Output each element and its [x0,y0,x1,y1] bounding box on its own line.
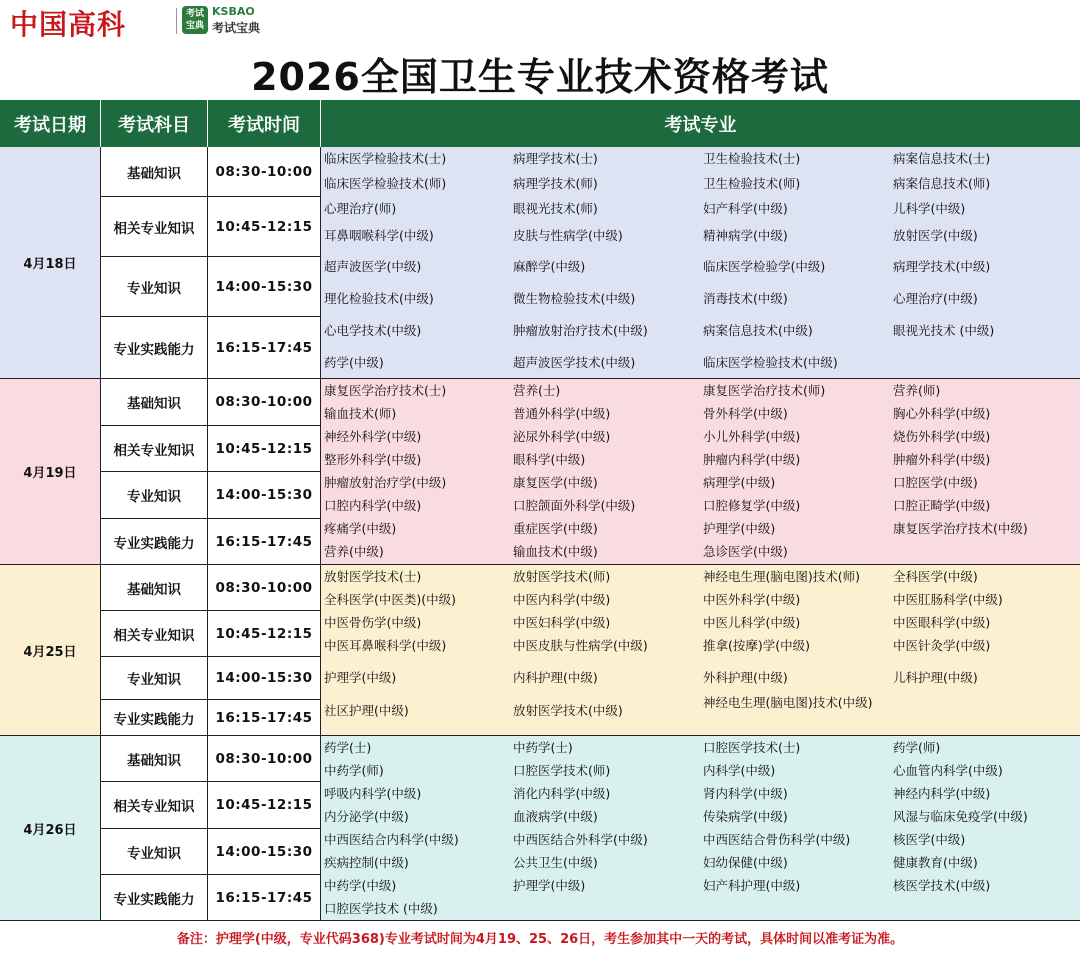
major-item: 重症医学(中级) [513,521,598,536]
major-item: 护理学(中级) [513,878,586,893]
subject-cell: 基础知识 [101,379,208,426]
major-item: 外科护理(中级) [703,670,788,685]
major-item: 神经内科学(中级) [893,786,991,801]
time-cell: 14:00-15:30 [208,472,321,519]
major-item: 口腔内科学(中级) [324,498,422,513]
major-item: 放射医学技术(中级) [513,703,623,718]
subject-cell: 相关专业知识 [101,426,208,472]
major-item: 消毒技术(中级) [703,291,788,306]
header-subject: 考试科目 [101,100,208,147]
brand-logo: 中国高科 [10,8,127,41]
major-item: 核医学技术(中级) [893,878,991,893]
subject-cell: 基础知识 [101,147,208,197]
subject-cell: 专业知识 [101,657,208,700]
major-item: 药学(师) [893,740,941,755]
major-item: 中医皮肤与性病学(中级) [513,638,648,653]
ksbao-badge-icon: 考试宝典 [182,6,208,34]
major-item: 中药学(士) [513,740,573,755]
major-item: 整形外科学(中级) [324,452,422,467]
schedule-table [0,100,1080,921]
major-item: 精神病学(中级) [703,228,788,243]
time-cell: 16:15-17:45 [208,317,321,379]
major-item: 核医学(中级) [893,832,966,847]
major-item: 小儿外科学(中级) [703,429,801,444]
major-item: 儿科学(中级) [893,201,966,216]
major-item: 口腔修复学(中级) [703,498,801,513]
major-item: 护理学(中级) [703,521,776,536]
major-item: 放射医学(中级) [893,228,978,243]
major-item: 中药学(中级) [324,878,397,893]
time-cell: 08:30-10:00 [208,147,321,197]
major-item: 全科医学(中医类)(中级) [324,592,457,607]
major-item: 口腔正畸学(中级) [893,498,991,513]
major-item: 妇幼保健(中级) [703,855,788,870]
time-cell: 10:45-12:15 [208,782,321,829]
major-item: 中医耳鼻喉科学(中级) [324,638,447,653]
major-item: 疾病控制(中级) [324,855,409,870]
major-item: 病案信息技术(士) [893,151,991,166]
major-item: 传染病学(中级) [703,809,788,824]
major-item: 公共卫生(中级) [513,855,598,870]
major-item: 病理学技术(士) [513,151,598,166]
major-item: 卫生检验技术(士) [703,151,801,166]
major-item: 中医妇科学(中级) [513,615,611,630]
major-item: 中西医结合外科学(中级) [513,832,648,847]
time-cell: 10:45-12:15 [208,426,321,472]
major-item: 心理治疗(师) [324,201,397,216]
header-majors: 考试专业 [321,100,1080,147]
date-cell: 4月25日 [0,565,101,736]
major-item: 妇产科护理(中级) [703,878,801,893]
major-item: 急诊医学(中级) [703,544,788,559]
time-cell: 16:15-17:45 [208,519,321,565]
major-item: 中西医结合内科学(中级) [324,832,459,847]
time-cell: 14:00-15:30 [208,257,321,317]
major-item: 超声波医学(中级) [324,259,422,274]
major-item: 药学(中级) [324,355,384,370]
major-item: 全科医学(中级) [893,569,978,584]
major-item: 内分泌学(中级) [324,809,409,824]
major-item: 疼痛学(中级) [324,521,397,536]
major-item: 药学(士) [324,740,372,755]
major-item: 眼视光技术 (中级) [893,323,995,338]
subject-cell: 专业实践能力 [101,875,208,921]
major-item: 儿科护理(中级) [893,670,978,685]
major-item: 中医内科学(中级) [513,592,611,607]
major-item: 皮肤与性病学(中级) [513,228,623,243]
major-item: 肿瘤外科学(中级) [893,452,991,467]
major-item: 内科护理(中级) [513,670,598,685]
major-item: 输血技术(师) [324,406,397,421]
major-item: 营养(师) [893,383,941,398]
major-item: 康复医学治疗技术(师) [703,383,826,398]
major-item: 口腔医学技术(士) [703,740,801,755]
major-item: 病理学(中级) [703,475,776,490]
major-item: 输血技术(中级) [513,544,598,559]
major-item: 病理学技术(中级) [893,259,991,274]
major-item: 中医儿科学(中级) [703,615,801,630]
time-cell: 16:15-17:45 [208,875,321,921]
subject-cell: 相关专业知识 [101,782,208,829]
time-cell: 10:45-12:15 [208,611,321,657]
subject-cell: 相关专业知识 [101,197,208,257]
major-item: 中西医结合骨伤科学(中级) [703,832,851,847]
major-item: 营养(中级) [324,544,384,559]
subject-cell: 专业知识 [101,257,208,317]
header-time: 考试时间 [208,100,321,147]
major-item: 肾内科学(中级) [703,786,788,801]
subject-cell: 专业知识 [101,829,208,875]
major-item: 神经电生理(脑电图)技术(师) [703,569,861,584]
time-cell: 08:30-10:00 [208,565,321,611]
major-item: 卫生检验技术(师) [703,176,801,191]
page-header [0,0,1080,100]
time-cell: 08:30-10:00 [208,379,321,426]
major-item: 微生物检验技术(中级) [513,291,636,306]
major-item: 肿瘤内科学(中级) [703,452,801,467]
major-item: 病理学技术(师) [513,176,598,191]
date-cell: 4月19日 [0,379,101,565]
major-item: 神经外科学(中级) [324,429,422,444]
major-item: 心理治疗(中级) [893,291,978,306]
major-item: 理化检验技术(中级) [324,291,434,306]
page-title: 2026全国卫生专业技术资格考试 [251,55,829,99]
major-item: 病案信息技术(师) [893,176,991,191]
major-item: 护理学(中级) [324,670,397,685]
logo-divider [176,8,177,34]
major-item: 泌尿外科学(中级) [513,429,611,444]
time-cell: 10:45-12:15 [208,197,321,257]
major-item: 中医针灸学(中级) [893,638,991,653]
time-cell: 14:00-15:30 [208,657,321,700]
major-item: 内科学(中级) [703,763,776,778]
subject-cell: 专业实践能力 [101,700,208,736]
major-item: 放射医学技术(师) [513,569,611,584]
major-item: 心电学技术(中级) [324,323,422,338]
major-item: 神经电生理(脑电图)技术(中级) [703,695,873,710]
major-item: 推拿(按摩)学(中级) [703,638,811,653]
major-item: 中医肛肠科学(中级) [893,592,1003,607]
major-item: 骨外科学(中级) [703,406,788,421]
major-item: 口腔颌面外科学(中级) [513,498,636,513]
major-item: 临床医学检验学(中级) [703,259,826,274]
major-item: 肿瘤放射治疗技术(中级) [513,323,648,338]
major-item: 血液病学(中级) [513,809,598,824]
major-item: 康复医学治疗技术(中级) [893,521,1028,536]
brand-en: KSBAO [212,5,255,18]
major-item: 放射医学技术(士) [324,569,422,584]
header-date: 考试日期 [0,100,101,147]
major-item: 口腔医学技术 (中级) [324,901,438,916]
time-cell: 08:30-10:00 [208,736,321,782]
major-item: 风湿与临床免疫学(中级) [893,809,1028,824]
major-item: 中医外科学(中级) [703,592,801,607]
major-item: 临床医学检验技术(中级) [703,355,838,370]
date-cell: 4月18日 [0,147,101,379]
major-item: 中医骨伤学(中级) [324,615,422,630]
subject-cell: 专业实践能力 [101,519,208,565]
major-item: 烧伤外科学(中级) [893,429,991,444]
major-item: 健康教育(中级) [893,855,978,870]
brand-cn: 考试宝典 [212,21,261,35]
subject-cell: 专业知识 [101,472,208,519]
subject-cell: 相关专业知识 [101,611,208,657]
major-item: 超声波医学技术(中级) [513,355,636,370]
major-item: 肿瘤放射治疗学(中级) [324,475,447,490]
major-item: 呼吸内科学(中级) [324,786,422,801]
major-item: 普通外科学(中级) [513,406,611,421]
major-item: 中药学(师) [324,763,384,778]
time-cell: 14:00-15:30 [208,829,321,875]
major-item: 眼科学(中级) [513,452,586,467]
major-item: 心血管内科学(中级) [893,763,1003,778]
major-item: 妇产科学(中级) [703,201,788,216]
subject-cell: 基础知识 [101,736,208,782]
major-item: 病案信息技术(中级) [703,323,813,338]
major-item: 康复医学(中级) [513,475,598,490]
major-item: 胸心外科学(中级) [893,406,991,421]
footnote: 备注：护理学(中级，专业代码368)专业考试时间为4月19、25、26日，考生参加其中一天的考试，具体时间以准考证为准。 [176,932,904,947]
major-item: 口腔医学技术(师) [513,763,611,778]
major-item: 临床医学检验技术(士) [324,151,447,166]
major-item: 耳鼻咽喉科学(中级) [324,228,434,243]
major-item: 中医眼科学(中级) [893,615,991,630]
major-item: 眼视光技术(师) [513,201,598,216]
major-item: 消化内科学(中级) [513,786,611,801]
major-item: 麻醉学(中级) [513,259,586,274]
subject-cell: 基础知识 [101,565,208,611]
major-item: 营养(士) [513,383,561,398]
major-item: 口腔医学(中级) [893,475,978,490]
date-cell: 4月26日 [0,736,101,921]
major-item: 社区护理(中级) [324,703,409,718]
time-cell: 16:15-17:45 [208,700,321,736]
major-item: 康复医学治疗技术(士) [324,383,447,398]
subject-cell: 专业实践能力 [101,317,208,379]
major-item: 临床医学检验技术(师) [324,176,447,191]
